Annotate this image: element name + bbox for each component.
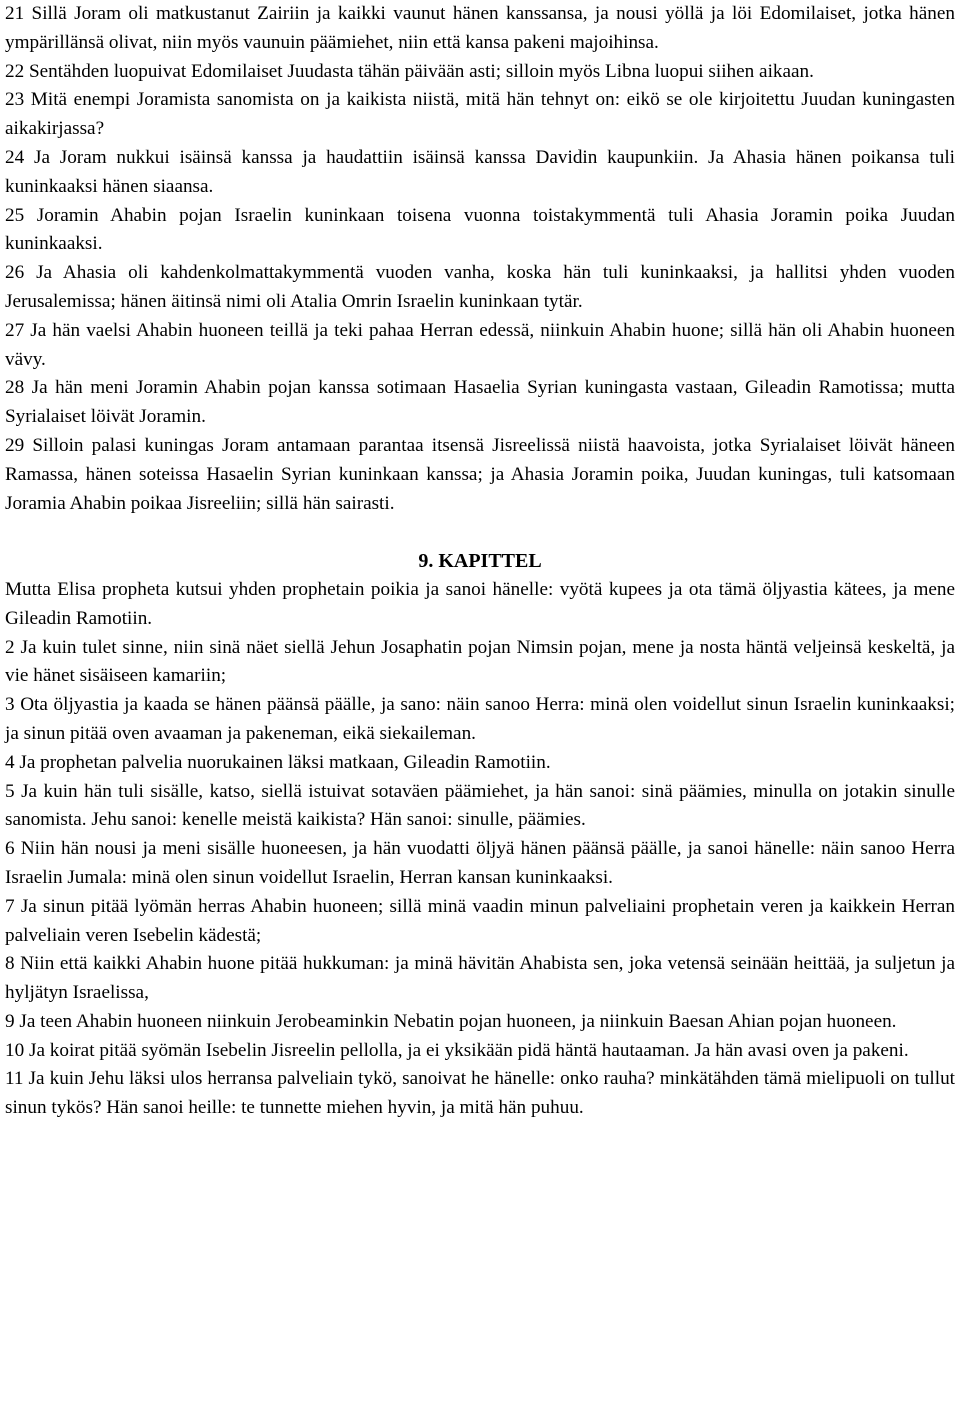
section-spacer: [5, 518, 955, 547]
verse-24: 24 Ja Joram nukkui isäinsä kanssa ja haudattiin isäinsä kanssa Davidin kaupunkiin. Ja Ahasia hänen poikansa tuli kuninkaaksi hänen siaansa.: [5, 146, 955, 197]
chapter-9-verse-9: 9 Ja teen Ahabin huoneen niinkuin Jerobeaminkin Nebatin pojan huoneen, ja niinkuin Baesan Ahian pojan huoneen.: [5, 1010, 897, 1032]
chapter-9-verse-5: 5 Ja kuin hän tuli sisälle, katso, siellä istuivat sotaväen päämiehet, ja hän sanoi: sinä päämies, minulla on jotakin sinulle sanomista. Jehu sanoi: kenelle meistä kaikista? Hän sanoi: sinulle, päämies.: [5, 780, 955, 831]
chapter-heading: 9. KAPITTEL: [418, 550, 542, 573]
verse-25: 25 Joramin Ahabin pojan Israelin kuninkaan toisena vuonna toistakymmentä tuli Ahasia Joramin poika Juudan kuninkaaksi.: [5, 204, 955, 255]
verse-23: 23 Mitä enempi Joramista sanomista on ja kaikista niistä, mitä hän tehnyt on: eikö se ole kirjoitettu Juudan kuningasten aikakirjassa?: [5, 89, 955, 140]
chapter-9-verse-10: 10 Ja koirat pitää syömän Isebelin Jisreelin pellolla, ja ei yksikään pidä häntä hautaaman. Ja hän avasi oven ja pakeni.: [5, 1039, 909, 1061]
chapter-9-verse-7: 7 Ja sinun pitää lyömän herras Ahabin huoneen; sillä minä vaadin minun palveliaini prophetain veren ja kaikkein Herran palveliain veren Isebelin kädestä;: [5, 895, 955, 946]
chapter-9-verse-6: 6 Niin hän nousi ja meni sisälle huoneesen, ja hän vuodatti öljyä hänen päänsä päälle, ja sanoi hänelle: näin sanoo Herra Israelin Jumala: minä olen sinun voidellut Israelin, Herran kansan kuninkaaksi.: [5, 838, 955, 888]
chapter-9-verse-4: 4 Ja prophetan palvelia nuorukainen läksi matkaan, Gileadin Ramotiin.: [5, 751, 551, 773]
chapter-9-verse-1: Mutta Elisa propheta kutsui yhden prophetain poikia ja sanoi hänelle: vyötä kupees ja ota tämä öljyastia kätees, ja mene Gileadin Ramotiin.: [5, 578, 955, 629]
verse-28: 28 Ja hän meni Joramin Ahabin pojan kanssa sotimaan Hasaelia Syrian kuningasta vastaan, Gileadin Ramotissa; mutta Syrialaiset löivät Joramin.: [5, 377, 955, 428]
verse-27: 27 Ja hän vaelsi Ahabin huoneen teillä ja teki pahaa Herran edessä, niinkuin Ahabin huone; sillä hän oli Ahabin huoneen vävy.: [5, 319, 955, 370]
chapter-9-verse-8: 8 Niin että kaikki Ahabin huone pitää hukkuman: ja minä hävitän Ahabista sen, joka vetensä seinään heittää, ja suljetun ja hyljätyn Israelissa,: [5, 953, 955, 1004]
verse-26: 26 Ja Ahasia oli kahdenkolmattakymmentä vuoden vanha, koska hän tuli kuninkaaksi, ja hallitsi yhden vuoden Jerusalemissa; hänen äitinsä nimi oli Atalia Omrin Israelin kuninkaan tytär.: [5, 262, 955, 312]
verse-21: 21 Sillä Joram oli matkustanut Zairiin ja kaikki vaunut hänen kanssansa, ja nousi yöllä ja löi Edomilaiset, jotka hänen ympärillänsä olivat, niin myös vaunuin päämiehet, niin että kansa pakeni majoihinsa.: [5, 3, 955, 53]
verse-29: 29 Silloin palasi kuningas Joram antamaan parantaa itsensä Jisreelissä niistä haavoista, jotka Syrialaiset löivät häneen Ramassa, hänen soteissa Hasaelin Syrian kuninkaan kanssa; ja Ahasia Joramin poika, Juudan kuningas, tuli katsomaan Joramia Ahabin poikaa Jisreeliin; sillä hän sairasti.: [5, 434, 955, 514]
verse-22: 22 Sentähden luopuivat Edomilaiset Juudasta tähän päivään asti; silloin myös Libna luopui siihen aikaan.: [5, 60, 814, 82]
chapter-9-verse-2: 2 Ja kuin tulet sinne, niin sinä näet siellä Jehun Josaphatin pojan Nimsin pojan, mene ja nosta häntä veljeinsä keskeltä, ja vie hänet sisäiseen kamariin;: [5, 636, 955, 687]
document-page: [5, 0, 955, 1123]
chapter-9-verse-3: 3 Ota öljyastia ja kaada se hänen päänsä päälle, ja sano: näin sanoo Herra: minä olen voidellut sinun Israelin kuninkaaksi; ja sinun pitää oven avaaman ja pakeneman, eikä siekaileman.: [5, 694, 955, 744]
chapter-9-verse-11: 11 Ja kuin Jehu läksi ulos herransa palveliain tykö, sanoivat he hänelle: onko rauha? minkätähden tämä mielipuoli on tullut sinun tykös? Hän sanoi heille: te tunnette miehen hyvin, ja mitä hän puhuu.: [5, 1068, 955, 1119]
